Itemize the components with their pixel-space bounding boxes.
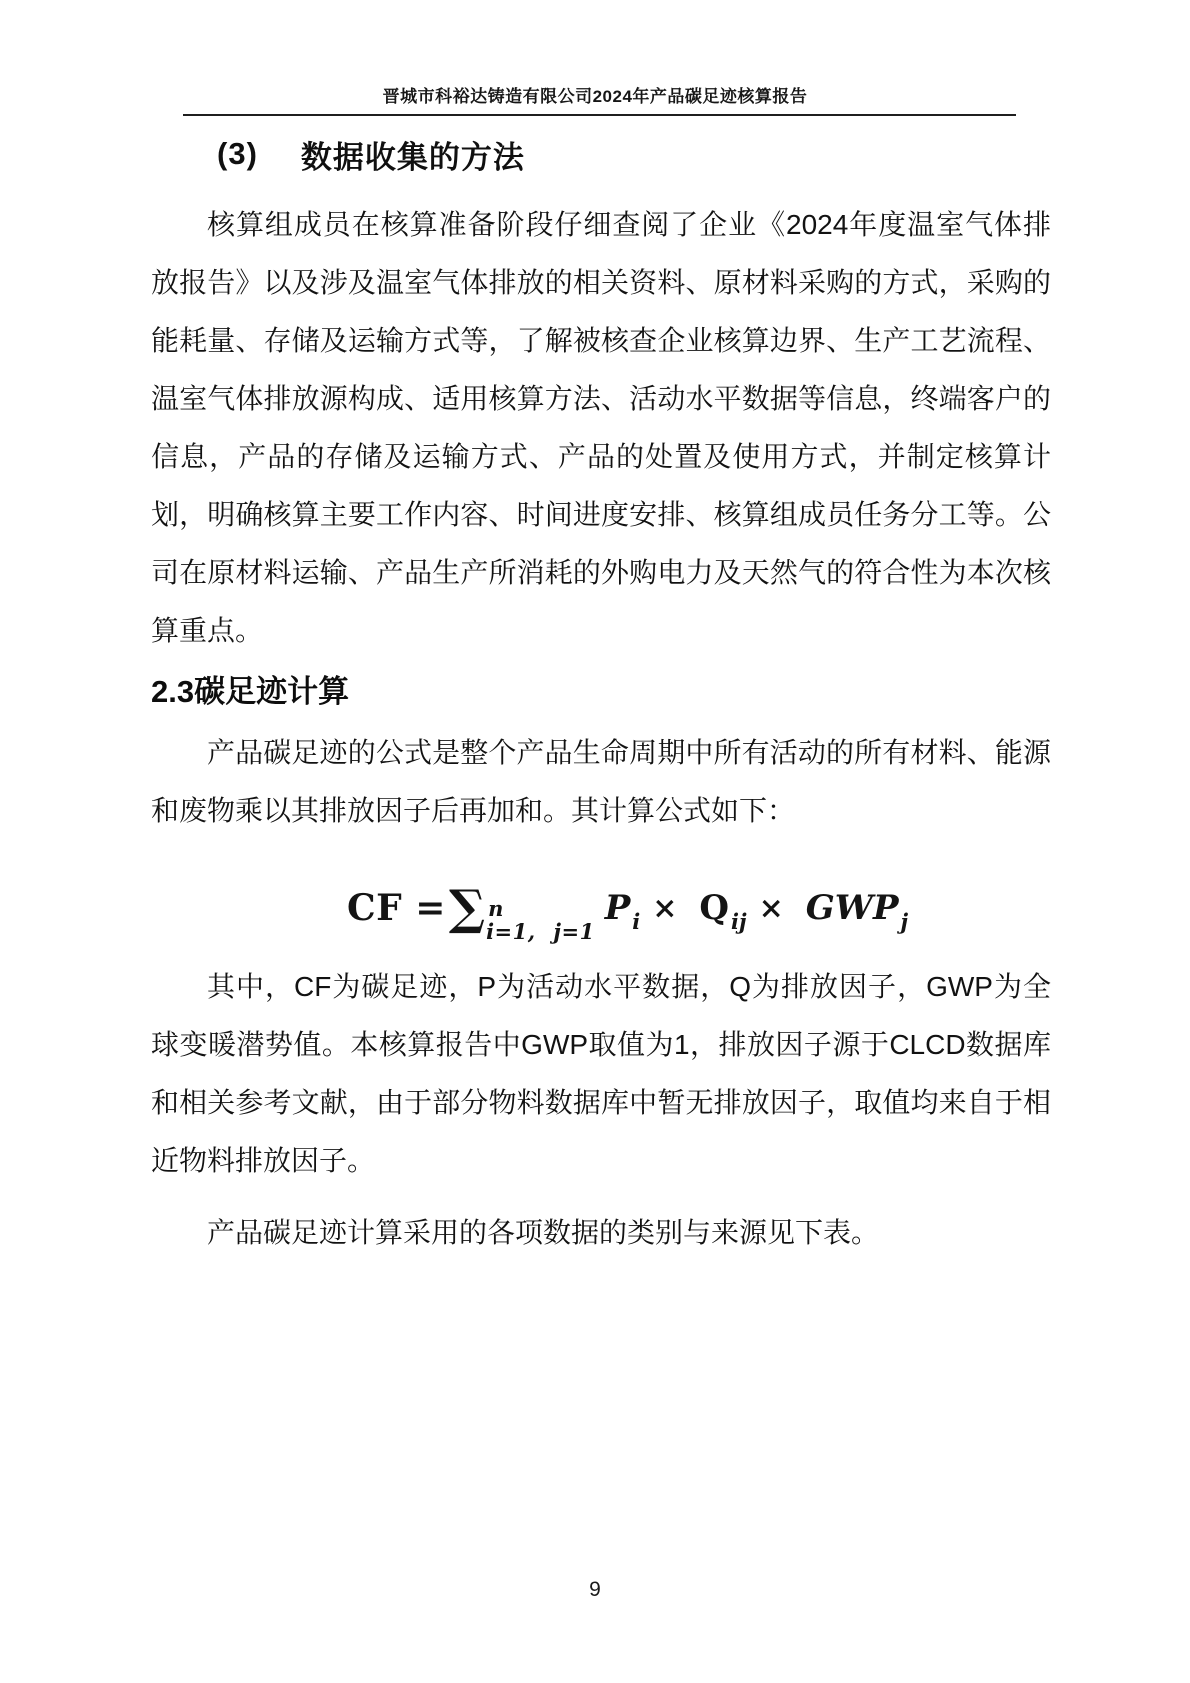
section-number: (3) (217, 136, 258, 171)
sigma-symbol: ∑ (448, 880, 486, 936)
section-title: 数据收集的方法 (300, 139, 525, 175)
paragraph-data-collection: 核算组成员在核算准备阶段仔细查阅了企业《2024年度温室气体排放报告》以及涉及温室气体排放的相关资料、原材料采购的方式，采购的能耗量、存储及运输方式等，了解被核查企业核算边界、生产工艺流程、温室气体排放源构成、适用核算方法、活动水平数据等信息，终端客户的信息，产品的存储及运输方式、产品的处置及使用方式，并制定核算计划，明确核算主要工作内容、时间进度安排、核算组成员任务分工等。公司在原材料运输、产品生产所消耗的外购电力及天然气的符合性为本次核算重点。 (151, 209, 1051, 646)
page-number: 9 (589, 1578, 601, 1601)
sigma-limits (486, 897, 595, 943)
formula-term-emission-factor: Q ij (699, 888, 747, 934)
formula-lhs: CF = (347, 887, 446, 929)
formula-upper-limit: n (488, 895, 504, 921)
paragraph-cf-explanation: 其中，CF为碳足迹，P为活动水平数据，Q为排放因子，GWP为全球变暖潜势值。本核算报告中GWP取值为1，排放因子源于CLCD数据库和相关参考文献，由于部分物料数据库中暂无排放因子，取值均来自于相近物料排放因子。 (151, 971, 1051, 1176)
multiply-sign: × (758, 890, 784, 926)
header-rule (183, 114, 1016, 116)
page-content (151, 132, 1051, 1262)
heading-cf-calculation: 2.3碳足迹计算 (151, 674, 350, 709)
formula-term-activity: P i (604, 888, 641, 934)
multiply-sign: × (652, 890, 678, 926)
section-heading-data-collection (151, 132, 1051, 176)
paragraph-cf-intro: 产品碳足迹的公式是整个产品生命周期中所有活动的所有材料、能源和废物乘以其排放因子后再加和。其计算公式如下： (151, 737, 1051, 826)
cf-formula (347, 866, 908, 950)
formula-lower-limit: i=1, j=1 (486, 919, 595, 944)
formula-term-gwp: GWP j (805, 888, 909, 934)
paragraph-table-note: 产品碳足迹计算采用的各项数据的类别与来源见下表。 (207, 1217, 880, 1248)
header-title: 晋城市科裕达铸造有限公司2024年产品碳足迹核算报告 (382, 87, 808, 106)
